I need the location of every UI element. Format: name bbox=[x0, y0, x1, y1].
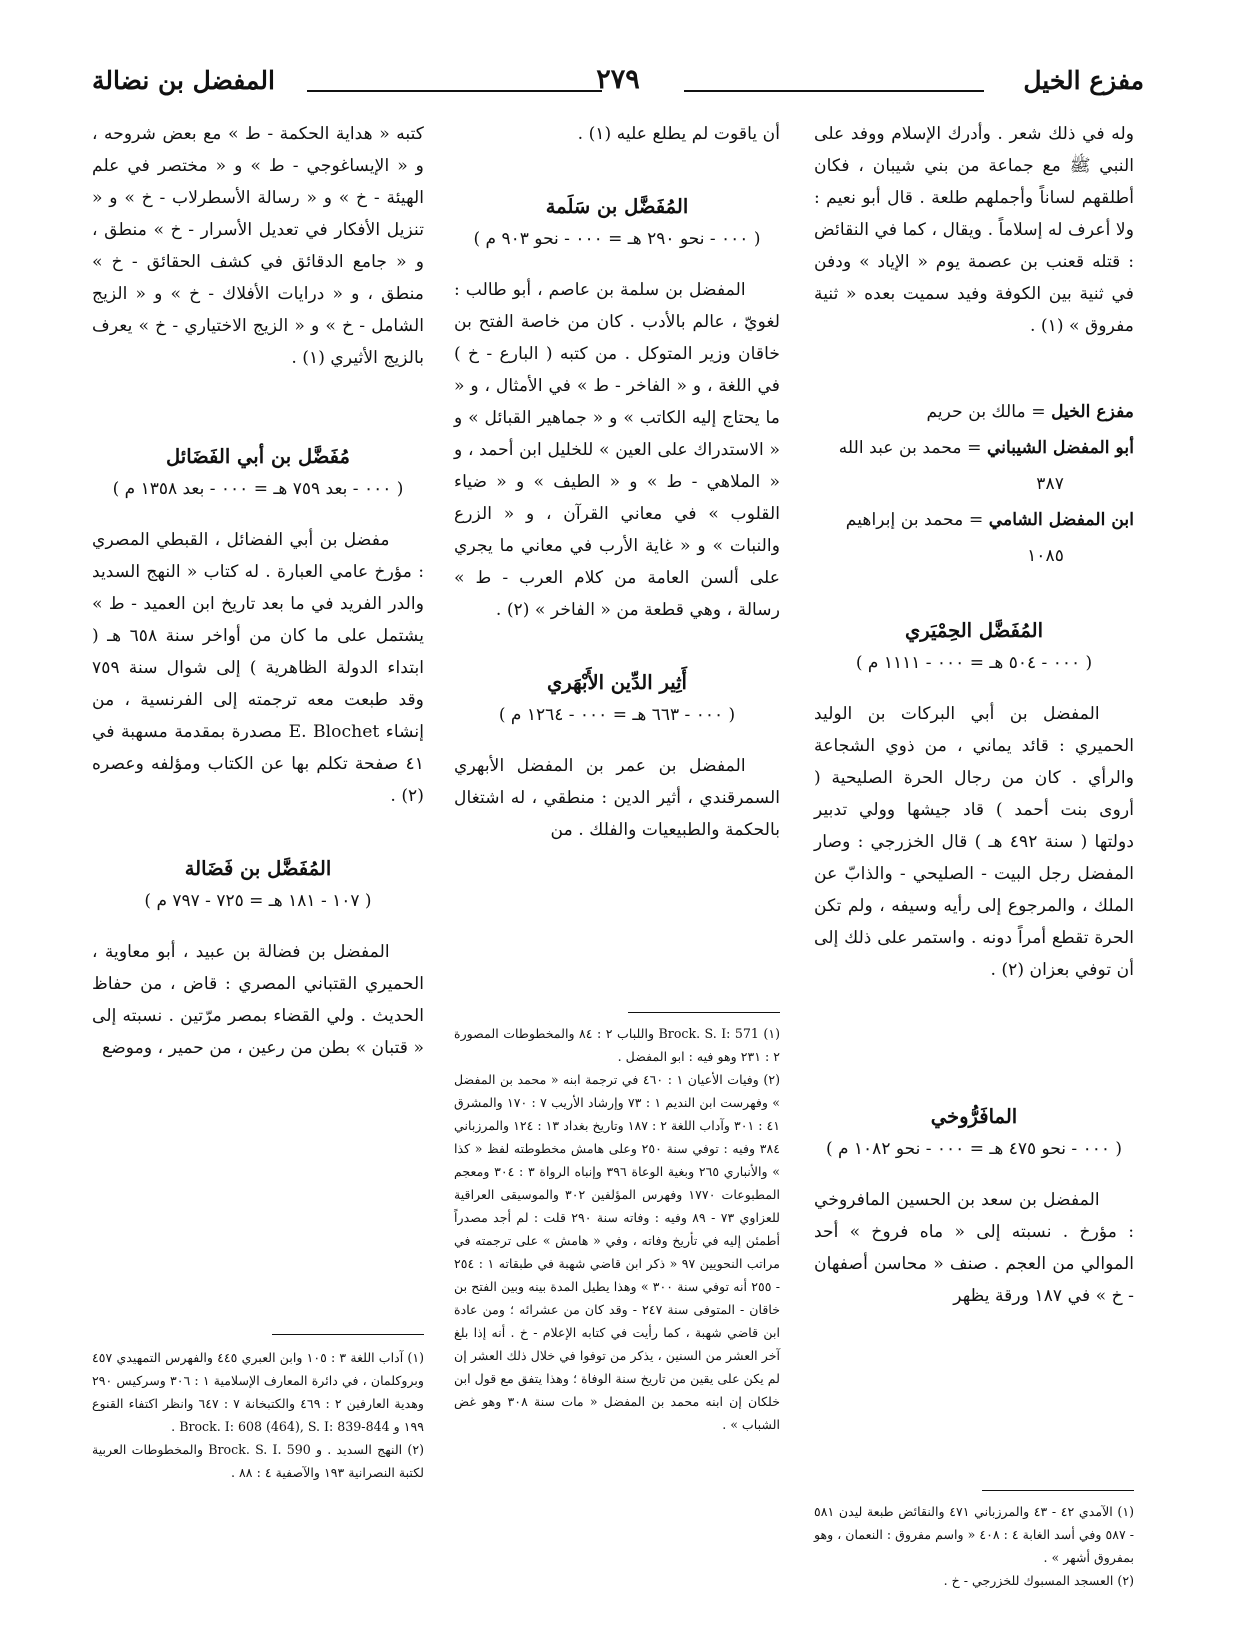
entry-dates: ( ٠٠٠ - نحو ٤٧٥ هـ = ٠٠٠ - نحو ١٠٨٢ م ) bbox=[825, 1139, 1123, 1159]
header-rule-right bbox=[684, 90, 984, 92]
entry-dates: ( ٠٠٠ - نحو ٢٩٠ هـ = ٠٠٠ - نحو ٩٠٣ م ) bbox=[473, 229, 761, 249]
entry-text: المفضل بن فضالة بن عبيد ، أبو معاوية ، الحميري القتباني المصري : قاض ، من حفاظ الحديث . ولي القضاء بمصر مرّتين . نسبته إلى « قتبان » بطن من رعين ، من حمير ، وموضع bbox=[92, 942, 424, 1058]
column-middle-intro: أن ياقوت لم يطلع عليه (١) . bbox=[577, 124, 780, 144]
xref-entry bbox=[814, 502, 1134, 574]
xref-term: أبو المفضل الشيباني bbox=[986, 438, 1134, 458]
column-left bbox=[92, 118, 424, 1064]
entry-dates: ( ٠٠٠ - ٥٠٤ هـ = ٠٠٠ - ١١١١ م ) bbox=[855, 653, 1093, 673]
xref-entry bbox=[814, 430, 1134, 502]
entry-text: مفضل بن أبي الفضائل ، القبطي المصري : مؤرخ عامي العبارة . له كتاب « النهج السديد والدر الفريد في ما بعد تاريخ ابن العميد - ط » يشتمل على ما كان من أواخر سنة ٦٥٨ هـ ( ابتداء الدولة الظاهرية ) إلى شوال سنة ٧٥٩ وقد طبعت معه ترجمته إلى الفرنسية ، من إنشاء E. Blochet مصدرة بمقدمة مسهبة في ٤١ صفحة تكلم بها عن الكتاب ومؤلفه وعصره (٢) . bbox=[92, 530, 425, 806]
entry-dates: ( ٠٠٠ - بعد ٧٥٩ هـ = ٠٠٠ - بعد ١٣٥٨ م ) bbox=[112, 479, 404, 499]
entry-title: مُفَضَّل بن أبي الفَضَائل bbox=[166, 445, 350, 468]
header-left-title: المفضل بن نضالة bbox=[92, 66, 275, 95]
column-middle bbox=[454, 118, 780, 846]
xref-target: = محمد بن إبراهيم bbox=[845, 510, 984, 530]
page-number: ٢٧٩ bbox=[596, 64, 640, 95]
footnote: (١) Brock. S. I: 571 واللباب ٢ : ٨٤ والمخطوطات المصورة ٢ : ٢٣١ وهو فيه : ابو المفضل . bbox=[454, 1026, 781, 1064]
footnotes-left bbox=[92, 1346, 424, 1484]
xref-target: = مالك بن حريم bbox=[926, 402, 1046, 422]
entry-title: المافَرُّوخي bbox=[930, 1105, 1018, 1128]
entry-title: أَثِير الدِّين الأَبْهَري bbox=[547, 671, 687, 694]
entry-title: المُفَضَّل بن سَلَمة bbox=[545, 195, 689, 218]
footnote: (١) الآمدي ٤٢ - ٤٣ والمرزباني ٤٧١ والنقائض طبعة ليدن ٥٨١ - ٥٨٧ وفي أسد الغابة ٤ : ٤٠٨ « واسم مفروق : النعمان ، وهو بمفروق أشهر » . bbox=[814, 1504, 1134, 1565]
xref-term: ابن المفضل الشامي bbox=[988, 510, 1134, 530]
footnote: (٢) العسجد المسبوك للخزرجي - خ . bbox=[943, 1573, 1134, 1588]
footnote: (٢) النهج السديد . و Brock. S. I. 590 والمخطوطات العربية لكتبة النصرانية ١٩٣ والآصفية ٤ : ٨٨ . bbox=[92, 1442, 424, 1480]
column-left-intro: كتبه « هداية الحكمة - ط » مع بعض شروحه ، و « الإيساغوجي - ط » و « مختصر في علم الهيئة - خ » و « رسالة الأسطرلاب - خ » و « تنزيل الأفكار في تعديل الأسرار - خ » منطق ، و « جامع الدقائق في كشف الحقائق - خ » منطق ، و « درايات الأفلاك - خ » و « الزيج الشامل - خ » و « الزيج الاختياري - خ » يعرف بالزيج الأثيري (١) . bbox=[92, 124, 424, 368]
xref-target: = محمد بن عبد الله bbox=[838, 438, 982, 458]
xref-page: ٣٨٧ bbox=[1036, 474, 1064, 494]
footnote-rule bbox=[982, 1490, 1134, 1491]
entry-dates: ( ٠٠٠ - ٦٦٣ هـ = ٠٠٠ - ١٢٦٤ م ) bbox=[498, 705, 736, 725]
header-right-title: مفزع الخيل bbox=[1023, 66, 1144, 95]
footnotes-middle bbox=[454, 1022, 780, 1436]
xref-page: ١٠٨٥ bbox=[1027, 546, 1064, 566]
running-header bbox=[92, 62, 1144, 110]
footnote-rule bbox=[272, 1334, 424, 1335]
xref-entry bbox=[814, 394, 1134, 430]
entry-dates: ( ١٠٧ - ١٨١ هـ = ٧٢٥ - ٧٩٧ م ) bbox=[144, 891, 372, 911]
column-right bbox=[814, 118, 1134, 1312]
header-rule-left bbox=[307, 90, 602, 92]
footnote: (٢) وفيات الأعيان ١ : ٤٦٠ في ترجمة ابنه « محمد بن المفضل » وفهرست ابن النديم ١ : ٧٣ وإرشاد الأريب ٧ : ١٧٠ والمشرق ٤١ : ٣٠١ وآداب اللغة ٢ : ١٨٧ وتاريخ بغداد ١٣ : ١٢٤ والمرزباني ٣٨٤ وفيه : توفي سنة ٢٥٠ وعلى هامش مخطوطته لفظ « كذا » والأنباري ٢٦٥ وبغية الوعاة ٣٩٦ وإنباه الرواة ٣ : ٣٠٤ ومعجم المطبوعات ١٧٧٠ وفهرس المؤلفين ٣٠٢ والموسيقى العراقية للعزاوي ٧٣ - ٨٩ وفيه : وفاته سنة ٢٩٠ قلت : لم أجد مصدراً أطمئن إليه في تأريخ وفاته ، وفي « هامش » على ترجمته في مراتب النحويين ٩٧ « ذكر ابن قاضي شهبة في طبقاته ١ : ٢٥٤ - ٢٥٥ أنه توفي سنة ٣٠٠ » وهذا يطيل المدة بينه وبين الفتح بن خاقان - المتوفى سنة ٢٤٧ - وقد كان من عشرائه ؛ ومن عادة ابن قاضي شهبة ، كما رأيت في كتابه الإعلام - خ . أنه إذا بلغ آخر العشر من السنين ، يذكر من توفوا في خلال ذلك العشر إن لم يكن على يقين من تاريخ سنة الوفاة ؛ وهذا يتفق مع قول ابن خلكان إن ابنه محمد بن المفضل « مات سنة ٣٠٨ وهو غض الشباب » . bbox=[454, 1072, 781, 1432]
entry-text: المفضل بن عمر بن المفضل الأبهري السمرقندي ، أثير الدين : منطقي ، له اشتغال بالحكمة والطبيعيات والفلك . من bbox=[454, 756, 780, 840]
entry-text: المفضل بن سلمة بن عاصم ، أبو طالب : لغويّ ، عالم بالأدب . كان من خاصة الفتح بن خاقان وزير المتوكل . من كتبه ( البارع - خ ) في اللغة ، و « الفاخر - ط » في الأمثال ، و « ما يحتاج إليه الكاتب » و « جماهير القبائل » و « الاستدراك على العين » للخليل ابن أحمد ، و « الملاهي - ط » و « الطيف » و « ضياء القلوب » في معاني القرآن ، و « الزرع والنبات » و « غاية الأرب في معاني ما يجري على ألسن العامة من كلام العرب - ط » رسالة ، وهي قطعة من « الفاخر » (٢) . bbox=[454, 280, 780, 620]
entry-text: المفضل بن سعد بن الحسين المافروخي : مؤرخ . نسبته إلى « ماه فروخ » أحد الموالي من العجم . صنف « محاسن أصفهان - خ » في ١٨٧ ورقة يظهر bbox=[814, 1190, 1134, 1306]
xref-term: مفزع الخيل bbox=[1051, 402, 1134, 422]
column-right-intro: وله في ذلك شعر . وأدرك الإسلام ووفد على النبي ﷺ مع جماعة من بني شيبان ، فكان أطلقهم لساناً وأجملهم طلعة . قال أبو نعيم : ولا أعرف له إسلاماً . ويقال ، كما في النقائض : قتله قعنب بن عصمة يوم « الإياد » ودفن في ثنية بين الكوفة وفيد سميت بعده « ثنية مفروق » (١) . bbox=[814, 124, 1134, 336]
entry-title: المُفَضَّل بن فَضَالة bbox=[184, 857, 332, 880]
entry-title: المُفَضَّل الحِمْيَري bbox=[904, 619, 1044, 642]
entry-text: المفضل بن أبي البركات بن الوليد الحميري : قائد يماني ، من ذوي الشجاعة والرأي . كان من رجال الحرة الصليحية ( أروى بنت أحمد ) قاد جيشها وولي تدبير دولتها ( سنة ٤٩٢ هـ ) قال الخزرجي : وصار المفضل رجل البيت - الصليحي - والذابّ عن الملك ، والمرجوع إلى رأيه وسيفه ، ولم تكن الحرة تقطع أمراً دونه . واستمر على ذلك إلى أن توفي بعزان (٢) . bbox=[814, 704, 1134, 980]
footnote: (١) آداب اللغة ٣ : ١٠٥ وابن العبري ٤٤٥ والفهرس التمهيدي ٤٥٧ وبروكلمان ، في دائرة المعارف الإسلامية ١ : ٣٠٦ وسركيس ٢٩٠ وهدية العارفين ٢ : ٤٦٩ والكتبخانة ٧ : ٦٤٧ وانظر اكتفاء القنوع ١٩٩ و Brock. I: 608 (464), S. I: 839-844 . bbox=[92, 1350, 425, 1434]
footnotes-right bbox=[814, 1500, 1134, 1592]
footnote-rule bbox=[628, 1012, 780, 1013]
